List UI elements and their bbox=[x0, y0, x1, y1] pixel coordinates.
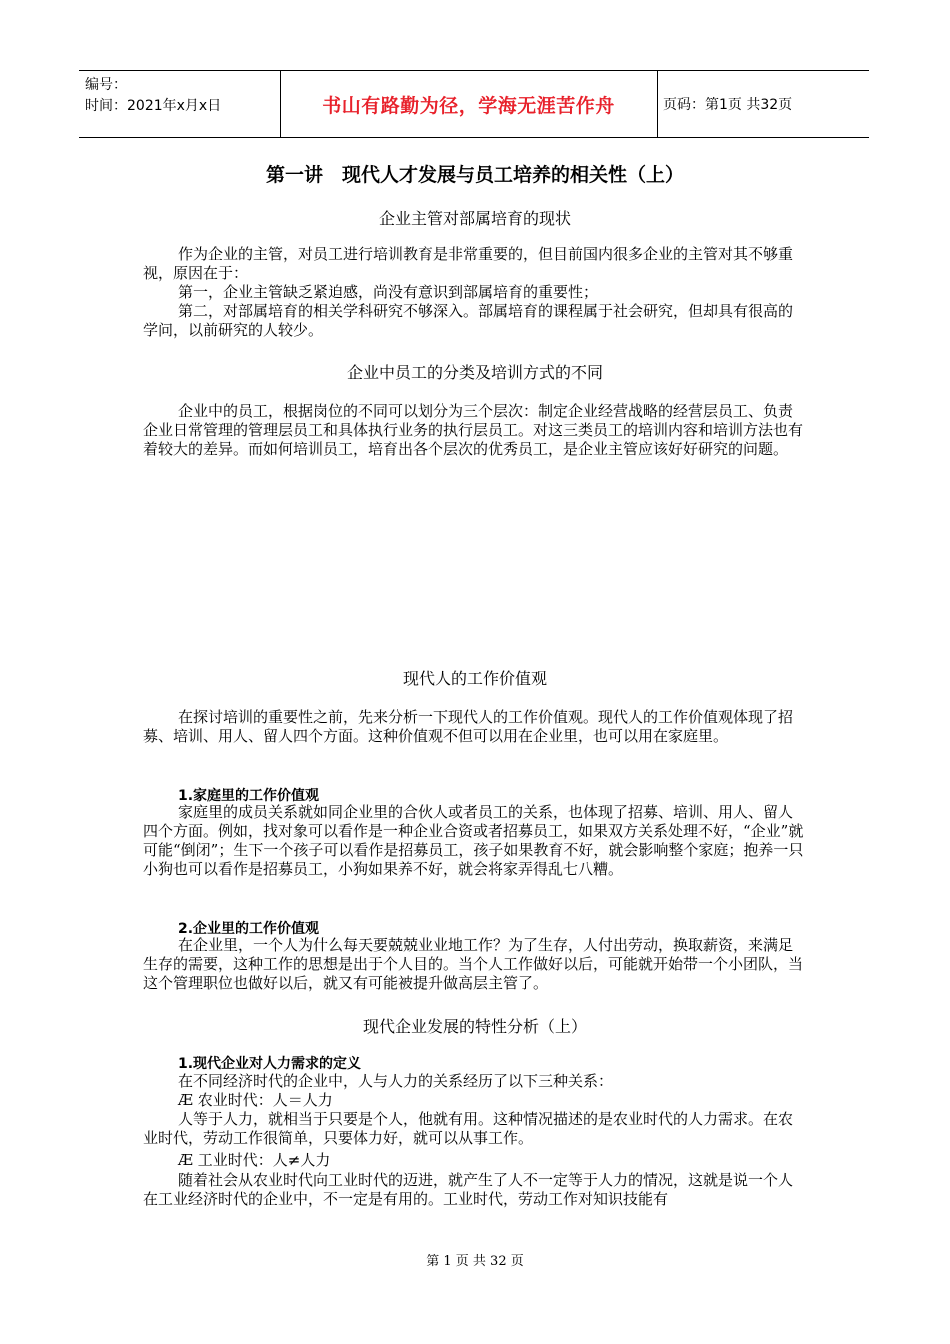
document-header bbox=[79, 70, 869, 138]
subsection-heading: 1.家庭里的工作价值观 bbox=[178, 788, 320, 804]
paragraph: 随着社会从农业时代向工业时代的迈进，就产生了人不一定等于人力的情况，这就是说一个人在工业经济时代的企业中，不一定是有用的。工业时代，劳动工作对知识技能有 bbox=[143, 1171, 794, 1208]
section-heading: 企业主管对部属培育的现状 bbox=[378, 209, 571, 228]
list-item-label: Æ 工业时代：人≠人力 bbox=[178, 1151, 331, 1169]
paragraph: 第二，对部属培育的相关学科研究不够深入。部属培育的课程属于社会研究，但却具有很高的学问，以前研究的人较少。 bbox=[143, 302, 794, 339]
header-number-label: 编号： bbox=[85, 77, 127, 93]
page-footer: 第 1 页 共 32 页 bbox=[426, 1254, 524, 1269]
section-heading: 现代企业发展的特性分析（上） bbox=[362, 1017, 587, 1036]
paragraph: 第一，企业主管缺乏紧迫感，尚没有意识到部属培育的重要性； bbox=[178, 283, 599, 301]
header-divider bbox=[657, 71, 658, 137]
page-title: 第一讲 现代人才发展与员工培养的相关性（上） bbox=[265, 164, 684, 186]
paragraph: 人等于人力，就相当于只要是个人，他就有用。这种情况描述的是农业时代的人力需求。在农业时代，劳动工作很简单，只要体力好，就可以从事工作。 bbox=[143, 1110, 794, 1147]
section-heading: 现代人的工作价值观 bbox=[402, 669, 547, 688]
header-meta bbox=[85, 75, 221, 117]
paragraph: 企业中的员工，根据岗位的不同可以划分为三个层次：制定企业经营战略的经营层员工、负责企业日常管理的管理层员工和具体执行业务的执行层员工。对这三类员工的培训内容和培训方法也有着较大的差异。而如何培训员工，培育出各个层次的优秀员工，是企业主管应该好好研究的问题。 bbox=[143, 402, 804, 458]
subsection-heading: 2.企业里的工作价值观 bbox=[178, 921, 320, 937]
section-heading: 企业中员工的分类及培训方式的不同 bbox=[346, 363, 603, 382]
paragraph: 作为企业的主管，对员工进行培训教育是非常重要的，但目前国内很多企业的主管对其不够重视，原因在于： bbox=[143, 245, 794, 282]
header-motto: 书山有路勤为径，学海无涯苦作舟 bbox=[322, 94, 615, 117]
header-date: 时间：2021年x月x日 bbox=[85, 98, 222, 114]
paragraph: 家庭里的成员关系就如同企业里的合伙人或者员工的关系，也体现了招募、培训、用人、留人四个方面。例如，找对象可以看作是一种企业合资或者招募员工，如果双方关系处理不好，“企业”就可能“倒闭”；生下一个孩子可以看作是招募员工，孩子如果教育不好，就会影响整个家庭；抱养一只小狗也可以看作是招募员工，小狗如果养不好，就会将家弄得乱七八糟。 bbox=[143, 803, 804, 878]
paragraph: 在探讨培训的重要性之前，先来分析一下现代人的工作价值观。现代人的工作价值观体现了招募、培训、用人、留人四个方面。这种价值观不但可以用在企业里，也可以用在家庭里。 bbox=[143, 708, 794, 745]
list-item-label: Æ 农业时代：人＝人力 bbox=[178, 1091, 333, 1109]
subsection-heading: 1.现代企业对人力需求的定义 bbox=[178, 1056, 362, 1072]
paragraph: 在不同经济时代的企业中，人与人力的关系经历了以下三种关系： bbox=[178, 1072, 614, 1090]
paragraph: 在企业里，一个人为什么每天要兢兢业业地工作？为了生存，人付出劳动，换取薪资，来满足生存的需要，这种工作的思想是出于个人目的。当个人工作做好以后，可能就开始带一个小团队，当这个管理职位也做好以后，就又有可能被提升做高层主管了。 bbox=[143, 936, 804, 992]
header-page-info: 页码：第1页 共32页 bbox=[663, 97, 793, 113]
